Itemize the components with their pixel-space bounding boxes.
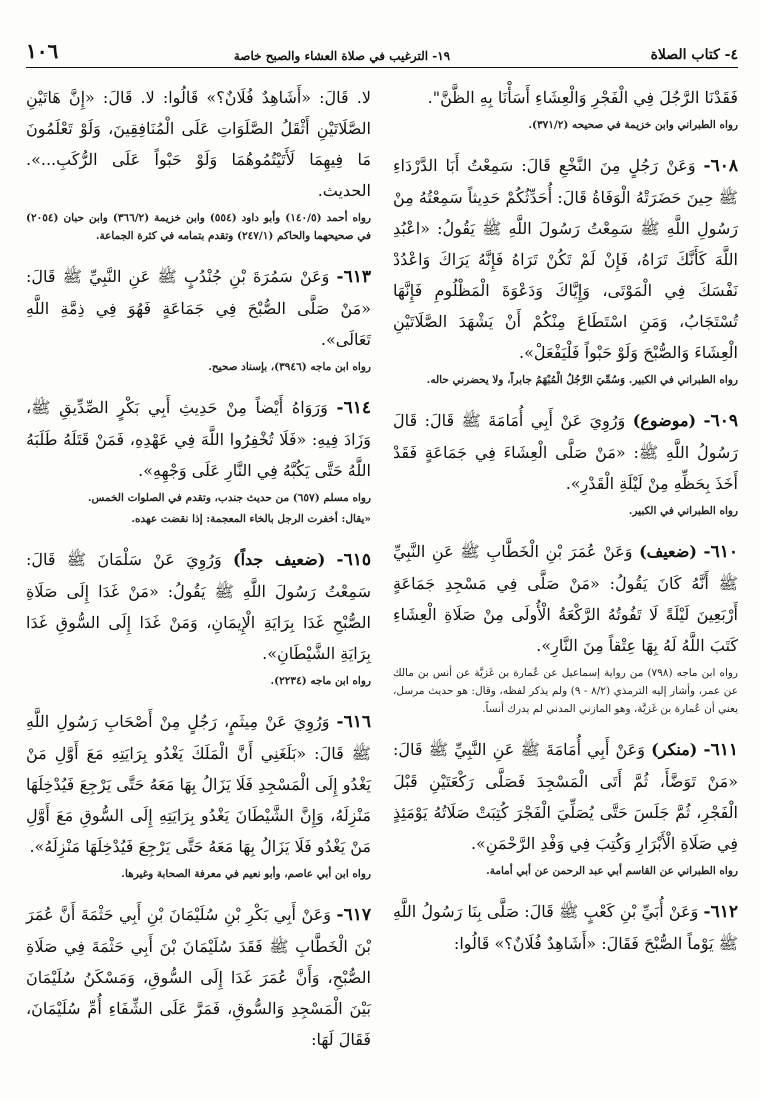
chapter-title: ٤- كتاب الصلاة	[650, 47, 738, 63]
hadith-grade: (موضوع)	[632, 411, 697, 430]
hadith-text: وَعَنْ رَجُلٍ مِنَ النَّخْعِ قَالَ: سَمِعْتُ أَبَا الدَّرْدَاءِ ﷺ حِينَ حَضَرَتْهُ الْوَفَاةُ قَالَ: أُحَدِّثُكُمْ حَدِيثاً سَمِعْتُهُ مِنْ رَسُولِ اللَّهِ ﷺ سَمِعْتُ رَسُولَ اللَّهِ ﷺ يَقُولُ: «اعْبُدِ اللَّهَ كَأَنَّكَ تَرَاهُ، فَإِنْ لَمْ تَكُنْ تَرَاهُ فَإِنَّهُ يَرَاكَ وَاعْدُدْ نَفْسَكَ فِي الْمَوْتَى، وَإِيَّاكَ وَدَعْوَةَ الْمَظْلُومِ فَإِنَّهَا تُسْتَجَابُ، وَمَنِ اسْتَطَاعَ مِنْكُمْ أَنْ يَشْهَدَ الصَّلَاتَيْنِ الْعِشَاءَ وَالصُّبْحَ وَلَوْ حَبْواً فَلْيَفْعَلْ».	[393, 156, 738, 362]
hadith-608	[393, 150, 738, 389]
source-note: رواه الطبراني في الكبير.	[628, 505, 738, 517]
right-column	[393, 82, 738, 1071]
hadith-616	[26, 706, 371, 883]
hadith-text: وَعَنْ أَبِي بَكْرِ بْنِ سُلَيْمَانَ بْنِ أَبِي حَثْمَةَ أَنَّ عُمَرَ بْنَ الْخَطَّابِ ﷺ فَقَدَ سُلَيْمَانَ بْنَ أَبِي حَثْمَةَ فِي صَلَاةِ الصُّبْحِ، وَأَنَّ عُمَرَ غَدَا إِلَى السُّوقِ، وَمَسْكَنُ سُلَيْمَانَ بَيْنَ الْمَسْجِدِ وَالسُّوقِ، فَمَرَّ عَلَى الشِّفَاءِ أُمِّ سُلَيْمَانَ، فَقَالَ لَهَا:	[26, 905, 371, 1049]
hadith-613	[26, 261, 371, 376]
source-note: رواه ابن أبي عاصم، وأبو نعيم في معرفة الصحابة وغيرها.	[121, 868, 371, 880]
hadith-text: وَرَوَاهُ أَيْضاً مِنْ حَدِيثِ أَبِي بَكْرٍ الصِّدِّيقِ ﷺ، وَزَادَ فِيهِ: «فَلَا تُخْفِرُوا اللَّهَ فِي عَهْدِهِ، فَمَنْ قَتَلَهُ طَلَبَهُ اللَّهُ حَتَّى يَكُبَّهُ فِي النَّارِ عَلَى وَجْهِهِ».	[26, 398, 371, 480]
hadith-number: ٦١٦-	[336, 712, 371, 732]
hadith-text: وَعَنْ أَبِي أُمَامَةَ ﷺ عَنِ النَّبِيِّ ﷺ قَالَ: «مَنْ تَوَضَّأَ، ثُمَّ أَتَى الْمَسْجِدَ فَصَلَّى رَكْعَتَيْنِ قَبْلَ الْفَجْرِ، ثُمَّ جَلَسَ حَتَّى يُصَلِّيَ الْفَجْرَ كُتِبَتْ صَلَاتُهُ يَوْمَئِذٍ فِي صَلَاةِ الْأَبْرَارِ وَكُتِبَ فِي وَفْدِ الرَّحْمَنِ».	[393, 740, 738, 853]
hadith-614	[26, 392, 371, 528]
hadith-number: ٦٠٩-	[703, 411, 739, 431]
hadith-number: ٦١٤-	[336, 398, 371, 418]
hadith-text: وَعَنْ عُمَرَ بْنِ الْخَطَّابِ ﷺ عَنِ النَّبِيِّ ﷺ أَنَّهُ كَانَ يَقُولُ: «مَنْ صَلَّى فِي مَسْجِدِ جَمَاعَةٍ أَرْبَعِينَ لَيْلَةً لَا تَفُوتُهُ الرَّكْعَةُ الْأُولَى مِنْ صَلَاةِ الْعِشَاءِ كَتَبَ اللَّهُ لَهُ بِهَا عِتْقاً مِنَ النَّارِ».	[393, 542, 738, 655]
hadith-612	[393, 896, 738, 959]
hadith-text: وَرُوِيَ عَنْ مِيثَمٍ، رَجُلٍ مِنْ أَصْحَابِ رَسُولِ اللَّهِ ﷺ قَالَ: «بَلَغَنِي أَنَّ الْمَلَكَ يَغْدُو بِرَايَتِهِ مَعَ أَوَّلِ مَنْ يَغْدُو إِلَى الْمَسْجِدِ فَلَا يَزَالُ بِهَا مَعَهُ حَتَّى يَرْجِعَ فَيُدْخِلَهَا مَنْزِلَهُ، وَإِنَّ الشَّيْطَانَ يَغْدُو بِرَايَتِهِ إِلَى السُّوقِ مَعَ أَوَّلِ مَنْ يَغْدُو فَلَا يَزَالُ بِهَا مَعَهُ حَتَّى يَرْجِعَ فَيُدْخِلَهَا مَنْزِلَهُ».	[26, 712, 371, 856]
source-note: رواه ابن ماجه (٧٩٨) من رواية إسماعيل عن عُمارة بن غَزيَّة عن أنس بن مالك عن عمر، وأشار إليه الترمذي (٨/٢ - ٩) ولم يذكر لفظه، وقال: هو حديث مرسل، يعني أن عُمارة بن غَزيَّة، وهو المازني المدني لم يدرك أنساً.	[393, 667, 739, 715]
hadith-number: ٦٠٨-	[703, 156, 739, 176]
hadith-number: ٦١٥-	[336, 550, 371, 570]
source-note: رواه الطبراني في الكبير. وَسُمِّيَ الرَّجُلُ الْمُبْهَمُ جابراً، ولا يحضرني حاله.	[426, 374, 738, 386]
left-column	[26, 82, 371, 1071]
hadith-text: وَرُوِيَ عَنْ سَلْمَانَ ﷺ قَالَ: سَمِعْتُ رَسُولَ اللَّهِ ﷺ يَقُولُ: «مَنْ غَدَا إِلَى صَلَاةِ الصُّبْحِ غَدَا بِرَايَةِ الْإِيمَانِ، وَمَنْ غَدَا إِلَى السُّوقِ غَدَا بِرَايَةِ الشَّيْطَانِ».	[26, 550, 371, 663]
hadith-617	[26, 899, 371, 1055]
hadith-615	[26, 544, 371, 690]
hadith-number: ٦١١-	[703, 740, 738, 760]
running-header	[26, 0, 738, 68]
hadith-number: ٦١٧-	[336, 905, 371, 925]
hadith-grade: (ضعيف)	[639, 542, 697, 561]
source-note: رواه أحمد (١٤٠/٥) وأبو داود (٥٥٤) وابن خزيمة (٣٦٦/٢) وابن حبان (٢٠٥٤) في صحيحهما والحاكم (٢٤٧/١) وتقدم بتمامه في كثرة الجماعة.	[26, 212, 372, 242]
section-title: ١٩- الترغيب في صلاة العشاء والصبح خاصة	[233, 49, 451, 63]
hadith-611	[393, 734, 738, 880]
hadith-text: وَعَنْ أُبَيِّ بْنِ كَعْبٍ ﷺ قَالَ: صَلَّى بِنَا رَسُولُ اللَّهِ ﷺ يَوْماً الصُّبْحَ فَقَالَ: «أَشَاهِدٌ فُلَانٌ؟» قَالُوا:	[393, 902, 738, 953]
text-columns	[26, 68, 738, 1071]
source-note: رواه الطبراني وابن خزيمة في صحيحه (٣٧١/٢).	[528, 119, 738, 131]
source-note: رواه ابن ماجه (٣٩٤٦)، بإسناد صحيح.	[208, 361, 371, 373]
hadith-609	[393, 405, 738, 520]
hadith-number: ٦١٣-	[336, 267, 371, 287]
hadith-text: وَرُوِيَ عَنْ أَبِي أُمَامَةَ ﷺ قَالَ: قَالَ رَسُولُ اللَّهِ ﷺ: «مَنْ صَلَّى الْعِشَاءَ فِي جَمَاعَةٍ فَقَدْ أَخَذَ بِحَظِّهِ مِنْ لَيْلَةِ الْقَدْرِ».	[393, 411, 738, 493]
hadith-number: ٦١٠-	[703, 542, 738, 562]
passage-text: فَقَدْنَا الرَّجُلَ فِي الْفَجْرِ وَالْعِشَاءِ أَسَأْنَا بِهِ الظَّنَّ".	[427, 88, 738, 107]
hadith-grade: (ضعيف جداً)	[233, 550, 326, 569]
source-note: رواه ابن ماجه (٢٢٣٤).	[270, 675, 371, 687]
continuation-passage	[393, 82, 738, 134]
continuation-passage	[26, 82, 371, 245]
hadith-text: وَعَنْ سَمُرَةَ بْنِ جُنْدُبٍ ﷺ عَنِ النَّبِيِّ ﷺ قَالَ: «مَنْ صَلَّى الصُّبْحَ فِي جَمَاعَةٍ فَهُوَ فِي ذِمَّةِ اللَّهِ تَعَالَى».	[26, 267, 371, 349]
hadith-number: ٦١٢-	[703, 902, 738, 922]
source-note: رواه مسلم (٦٥٧) من حديث جندب، وتقدم في الصلوات الخمس.	[87, 492, 371, 504]
passage-text: لا. قَالَ: «أَشَاهِدٌ فُلَانٌ؟» قَالُوا: لا. قَالَ: «إِنَّ هَاتَيْنِ الصَّلَاتَيْنِ أَثْقَلُ الصَّلَوَاتِ عَلَى الْمُنَافِقِينَ، وَلَوْ تَعْلَمُونَ مَا فِيهِمَا لَأَتَيْتُمُوهُمَا وَلَوْ حَبْواً عَلَى الرُّكَبِ...». الحديث.	[26, 88, 371, 200]
page-number: ١٠٦	[26, 39, 59, 63]
hadith-610	[393, 536, 738, 718]
hadith-grade: (منكر)	[651, 740, 698, 759]
footnote: «يقال: أخفرت الرجل بالخاء المعجمة: إذا نقضت عهده.	[131, 513, 371, 525]
source-note: رواه الطبراني عن القاسم أبي عبد الرحمن عن أبي أمامة.	[486, 865, 738, 877]
